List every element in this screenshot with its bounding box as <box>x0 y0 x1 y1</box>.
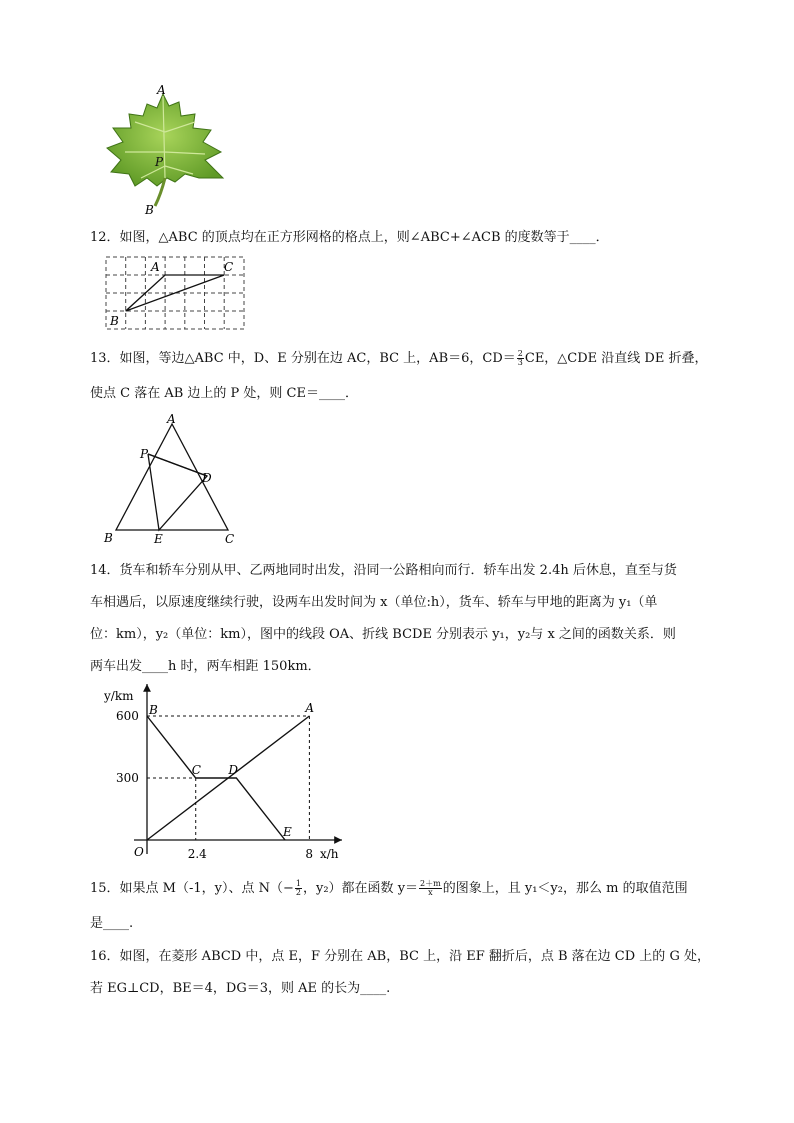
q13-label-p: P <box>140 447 149 461</box>
y-tick-600: 600 <box>116 709 139 723</box>
point-label-e: E <box>283 825 292 839</box>
q13-line1-a: 13．如图，等边△ABC 中，D、E 分别在边 AC，BC 上，AB＝6，CD＝ <box>90 351 516 366</box>
q15-frac1-num: 1 <box>295 879 301 888</box>
q15-line1-a: 15．如果点 M（-1，y）、点 N（− <box>90 881 294 896</box>
q15-line1-c: 的图象上，且 y₁＜y₂，那么 m 的取值范围 <box>442 881 688 896</box>
q13-line1-b: CE，△CDE 沿直线 DE 折叠， <box>524 351 708 366</box>
leaf-figure <box>95 82 235 222</box>
q14-chart <box>104 678 364 868</box>
leaf-label-a: A <box>157 83 166 97</box>
leaf-label-p: P <box>155 155 164 169</box>
q15-frac1-den: 2 <box>295 888 301 897</box>
q16-line1: 16．如图，在菱形 ABCD 中，点 E，F 分别在 AB，BC 上，沿 EF 翻折后，点 B 落在边 CD 上的 G 处， <box>90 949 710 964</box>
point-label-b: B <box>149 703 158 717</box>
q13-line1 <box>90 350 707 368</box>
q13-line2: 使点 C 落在 AB 边上的 P 处，则 CE＝____． <box>90 386 358 401</box>
q13-frac-den: 3 <box>517 358 523 367</box>
q13-fraction <box>517 350 524 367</box>
y-axis-label: y/km <box>104 689 134 703</box>
y-tick-300: 300 <box>116 771 139 785</box>
q15-fraction-1 <box>295 880 302 897</box>
point-label-d: D <box>228 763 238 777</box>
x-tick-2.4: 2.4 <box>187 847 207 861</box>
q12-label-a: A <box>151 260 160 274</box>
q13-label-c: C <box>225 532 235 546</box>
point-label-c: C <box>191 763 201 777</box>
q14-line1: 14．货车和轿车分别从甲、乙两地同时出发，沿同一公路相向而行．轿车出发 2.4h 后休息，直至与货 <box>90 563 677 578</box>
q16-line2: 若 EG⊥CD，BE＝4，DG＝3，则 AE 的长为____. <box>90 981 391 996</box>
q12-grid-figure <box>104 255 248 335</box>
q13-label-a: A <box>167 412 176 426</box>
point-label-a: A <box>305 701 315 715</box>
q15-fraction-2 <box>419 880 442 897</box>
x-tick-8: 8 <box>305 847 314 861</box>
q15-frac2-den: x <box>428 888 433 897</box>
q13-pd <box>148 454 207 476</box>
q12-text: 12．如图，△ABC 的顶点均在正方形网格的格点上，则∠ABC+∠ACB 的度数等于____． <box>90 230 609 245</box>
q15-frac2-num: 2＋m <box>420 879 441 888</box>
q13-frac-num: 2 <box>517 349 523 358</box>
q12-label-c: C <box>224 260 234 274</box>
q15-line1 <box>90 880 688 898</box>
q12-triangle <box>126 275 225 311</box>
q15-line2: 是____. <box>90 916 134 931</box>
q13-label-d: D <box>202 471 212 485</box>
q13-label-e: E <box>154 532 163 546</box>
q14-line4: 两车出发____h 时，两车相距 150km． <box>90 659 321 674</box>
x-axis-label: x/h <box>320 847 339 861</box>
q15-line1-b: ，y₂）都在函数 y＝ <box>303 881 419 896</box>
origin-label: O <box>134 845 144 859</box>
leaf-label-b: B <box>145 203 154 217</box>
q14-line3: 位：km），y₂（单位：km），图中的线段 OA、折线 BCDE 分别表示 y₁，y₂与 x 之间的函数关系．则 <box>90 627 676 642</box>
q14-line2: 车相遇后，以原速度继续行驶，设两车出发时间为 x（单位:h），货车、轿车与甲地的距离为 y₁（单 <box>90 595 658 610</box>
q13-label-b: B <box>104 531 113 545</box>
q13-triangle-figure <box>100 412 250 548</box>
q12-label-b: B <box>110 314 119 328</box>
